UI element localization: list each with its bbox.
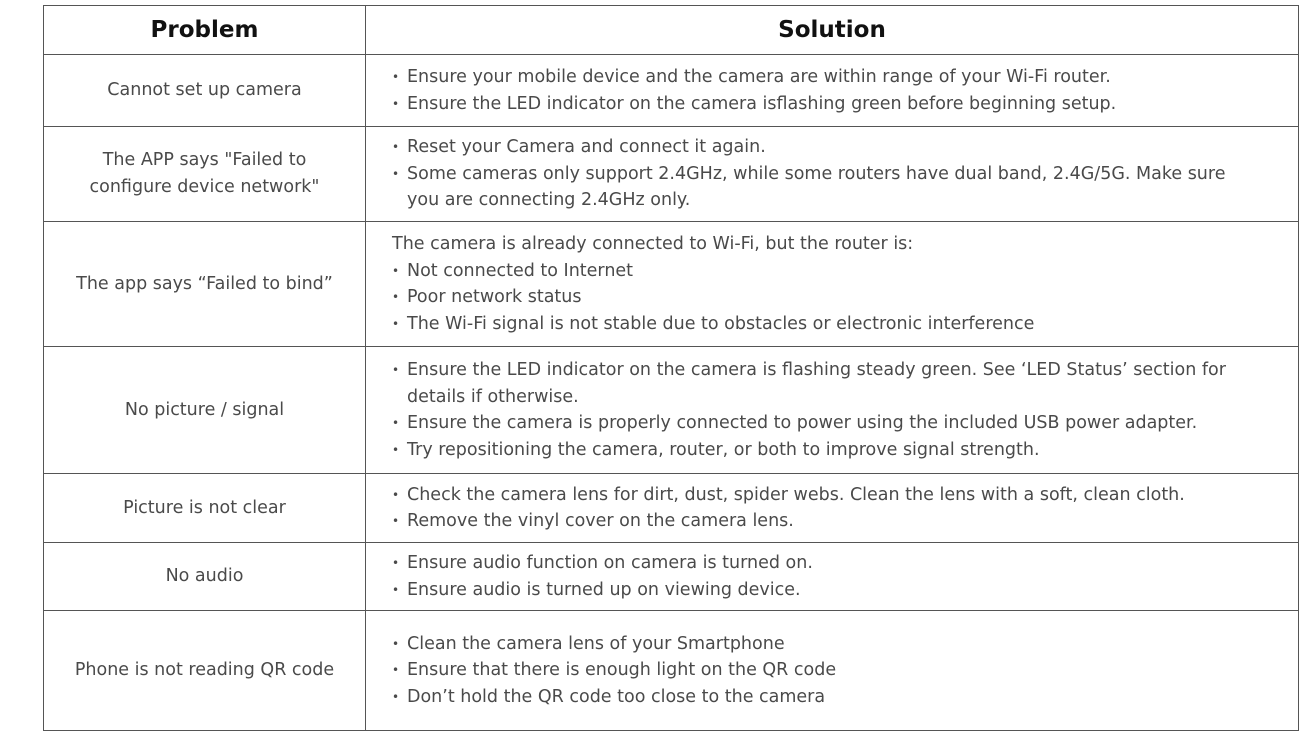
list-item-text: Remove the vinyl cover on the camera lens. bbox=[407, 511, 794, 531]
bullet-icon: • bbox=[392, 316, 400, 331]
table-row bbox=[44, 543, 1299, 611]
bullet-icon: • bbox=[392, 96, 400, 111]
solution-cell bbox=[366, 347, 1299, 474]
problem-cell: Phone is not reading QR code bbox=[44, 611, 366, 731]
bullet-icon: • bbox=[392, 582, 400, 597]
table-row bbox=[44, 127, 1299, 222]
bullet-icon: • bbox=[392, 263, 400, 278]
list-item bbox=[392, 508, 1258, 535]
list-item bbox=[392, 550, 1258, 577]
problem-cell: No audio bbox=[44, 543, 366, 611]
solution-list bbox=[392, 631, 1258, 711]
list-item-text: Ensure the camera is properly connected to power using the included USB power adapter. bbox=[407, 413, 1198, 433]
bullet-icon: • bbox=[392, 514, 400, 528]
list-item-text: Ensure your mobile device and the camera are within range of your Wi-Fi router. bbox=[407, 67, 1111, 87]
table-row bbox=[44, 474, 1299, 543]
table-row bbox=[44, 222, 1299, 347]
list-item bbox=[392, 577, 1258, 604]
bullet-icon: • bbox=[392, 290, 400, 304]
bullet-icon: • bbox=[392, 442, 400, 457]
list-item-text: Ensure audio function on camera is turned on. bbox=[407, 553, 813, 573]
list-item bbox=[392, 161, 1258, 214]
bullet-icon: • bbox=[392, 140, 400, 155]
list-item bbox=[392, 631, 1258, 658]
list-item bbox=[392, 311, 1258, 338]
list-item-text: The Wi-Fi signal is not stable due to obstacles or electronic interference bbox=[407, 313, 1035, 334]
problem-cell: Picture is not clear bbox=[44, 474, 366, 543]
list-item-text: Not connected to Internet bbox=[407, 260, 634, 281]
problem-cell: No picture / signal bbox=[44, 347, 366, 474]
bullet-icon: • bbox=[392, 416, 400, 430]
list-item bbox=[392, 134, 1258, 161]
list-item bbox=[392, 357, 1258, 410]
list-item-text: Poor network status bbox=[407, 287, 582, 307]
list-item bbox=[392, 437, 1258, 464]
list-item bbox=[392, 482, 1258, 509]
solution-cell bbox=[366, 127, 1299, 222]
solution-cell bbox=[366, 474, 1299, 543]
solution-cell bbox=[366, 611, 1299, 731]
table-row bbox=[44, 347, 1299, 474]
bullet-icon: • bbox=[392, 166, 400, 181]
bullet-icon: • bbox=[392, 487, 400, 502]
solution-list bbox=[392, 550, 1258, 603]
list-item bbox=[392, 684, 1258, 711]
list-item bbox=[392, 258, 1258, 285]
list-item-text: Reset your Camera and connect it again. bbox=[407, 137, 766, 158]
solution-column-header: Solution bbox=[366, 6, 1299, 55]
bullet-icon: • bbox=[392, 689, 400, 704]
solution-list bbox=[392, 258, 1258, 338]
problem-cell: The app says “Failed to bind” bbox=[44, 222, 366, 347]
list-item-text: Ensure the LED indicator on the camera is flashing steady green. See ‘LED Status’ section for details if otherwise. bbox=[407, 360, 1226, 407]
table-row bbox=[44, 55, 1299, 127]
bullet-icon: • bbox=[392, 663, 400, 678]
bullet-icon: • bbox=[392, 363, 400, 377]
list-item-text: Check the camera lens for dirt, dust, spider webs. Clean the lens with a soft, clean cloth. bbox=[407, 484, 1185, 505]
bullet-icon: • bbox=[392, 556, 400, 570]
list-item-text: Ensure the LED indicator on the camera isflashing green before beginning setup. bbox=[407, 93, 1117, 114]
list-item bbox=[392, 657, 1258, 684]
solution-cell bbox=[366, 543, 1299, 611]
list-item-text: Ensure audio is turned up on viewing device. bbox=[407, 579, 801, 600]
table-header-row bbox=[44, 6, 1299, 55]
list-item bbox=[392, 64, 1258, 91]
list-item bbox=[392, 91, 1258, 118]
problem-cell: The APP says "Failed to configure device network" bbox=[44, 127, 366, 222]
list-item-text: Clean the camera lens of your Smartphone bbox=[407, 633, 785, 654]
list-item-text: Some cameras only support 2.4GHz, while some routers have dual band, 2.4G/5G. Make sure you are connecting 2.4GHz only. bbox=[407, 163, 1226, 211]
solution-cell bbox=[366, 55, 1299, 127]
solution-cell bbox=[366, 222, 1299, 347]
list-item-text: Don’t hold the QR code too close to the camera bbox=[407, 686, 826, 707]
problem-cell: Cannot set up camera bbox=[44, 55, 366, 127]
list-item bbox=[392, 410, 1258, 437]
problem-column-header: Problem bbox=[44, 6, 366, 55]
list-item bbox=[392, 284, 1258, 311]
list-item-text: Ensure that there is enough light on the QR code bbox=[407, 660, 837, 681]
table-row bbox=[44, 611, 1299, 731]
solution-list bbox=[392, 482, 1258, 535]
solution-list bbox=[392, 64, 1258, 117]
solution-list bbox=[392, 134, 1258, 214]
bullet-icon: • bbox=[392, 70, 400, 84]
bullet-icon: • bbox=[392, 636, 400, 651]
solution-list bbox=[392, 357, 1258, 463]
troubleshooting-table-container bbox=[43, 5, 1298, 731]
troubleshooting-table bbox=[43, 5, 1299, 731]
solution-intro: The camera is already connected to Wi-Fi, but the router is: bbox=[392, 234, 914, 254]
list-item-text: Try repositioning the camera, router, or both to improve signal strength. bbox=[407, 439, 1040, 460]
